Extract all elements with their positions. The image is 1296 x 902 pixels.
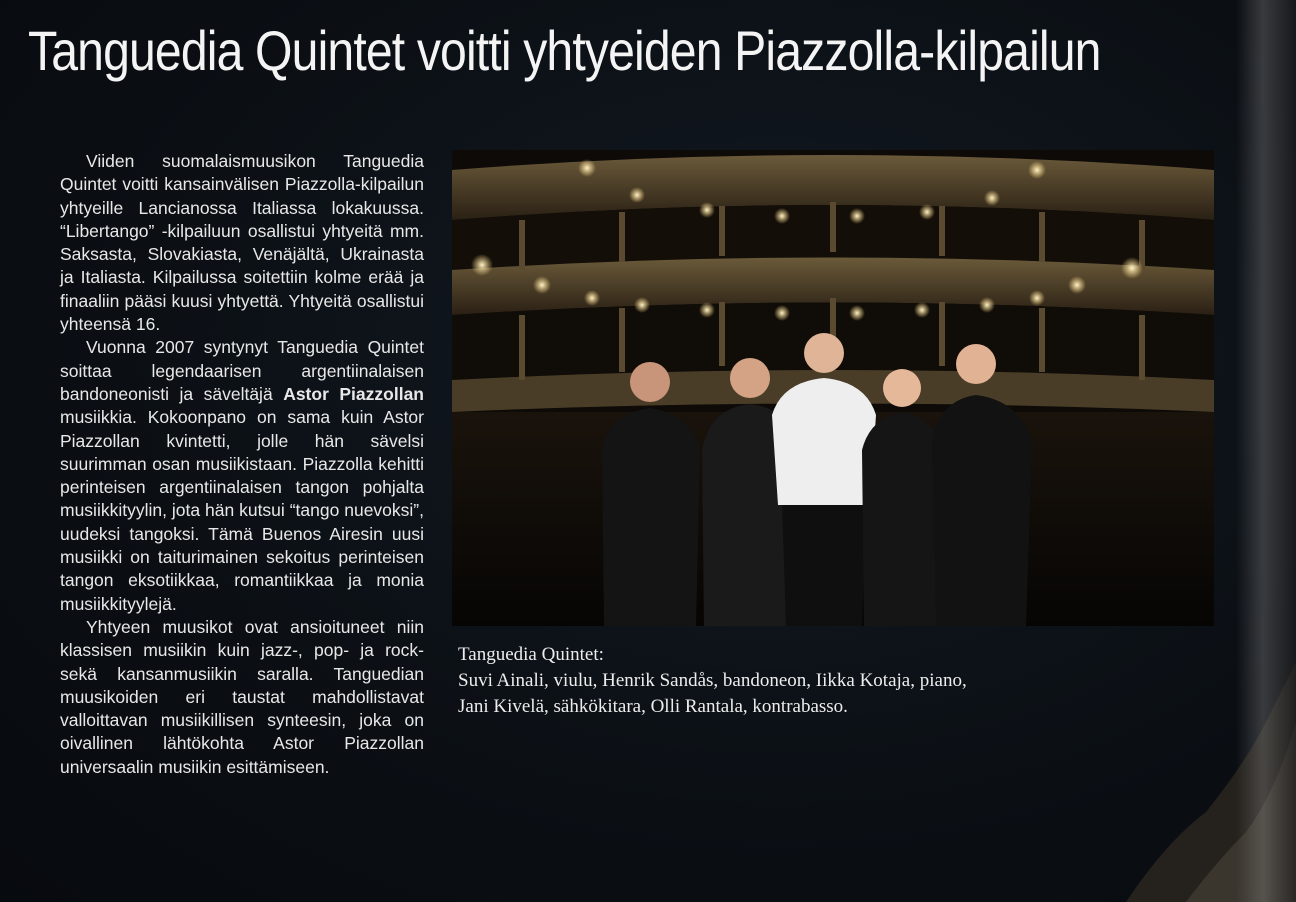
paragraph-1: Viiden suomalaismuusikon Tanguedia Quintet voitti kansainvälisen Piazzolla-kilpailun yhtyeille Lancianossa Italiassa lokakuussa. “Libertango” -kilpailuun osallistui yhtyeitä mm. Saksasta, Slovakiasta, Venäjältä, Ukrainasta ja Italiasta. Kilpailussa soitettiin kolme erää ja finaaliin pääsi kuusi yhtyettä. Yhtyeitä osallistui yhteensä 16.	[60, 151, 424, 335]
paragraph-3: Yhtyeen muusikot ovat ansioituneet niin klassisen musiikin kuin jazz-, pop- ja rock- sekä kansanmusiikin saralla. Tanguedian muusikoiden eri taustat mahdollistavat valloittavan musiikillisen synteesin, joka on oivallinen lähtökohta Astor Piazzollan universaalin musiikin esittämiseen.	[60, 616, 424, 777]
group-photo	[452, 150, 1214, 626]
caption-title: Tanguedia Quintet:	[458, 644, 604, 665]
page-fold-shadow	[1236, 0, 1296, 902]
photo-caption	[458, 642, 1098, 720]
paragraph-2-end: musiikkia. Kokoonpano on sama kuin Astor Piazzollan kvintetti, jolle hän sävelsi suurimman osan musiikistaan. Piazzolla kehitti perinteisen argentiinalaisen tangon pohjalta musiikkityylin, jota hän kutsui “tango nuevoksi”, uudeksi tangoksi. Tämä Buenos Airesin uusi musiikki on taiturimainen sekoitus perinteisen tangon eksotiikkaa, romantiikkaa ja monia musiikkityylejä.	[60, 407, 424, 614]
caption-line-2: Suvi Ainali, viulu, Henrik Sandås, bandoneon, Iikka Kotaja, piano,	[458, 670, 967, 691]
caption-line-3: Jani Kivelä, sähkökitara, Olli Rantala, kontrabasso.	[458, 696, 848, 717]
theater-photo-illustration	[452, 150, 1214, 626]
paragraph-2-start: Vuonna 2007 syntynyt Tanguedia Quintet soittaa legendaarisen argentiinalaisen bandoneonisti ja säveltäjä	[60, 337, 424, 404]
article-headline: Tanguedia Quintet voitti yhtyeiden Piazzolla-kilpailun	[28, 19, 1101, 82]
article-body	[60, 150, 424, 779]
paragraph-2-bold-name: Astor Piazzollan	[283, 383, 424, 404]
paragraph-2	[60, 336, 424, 616]
